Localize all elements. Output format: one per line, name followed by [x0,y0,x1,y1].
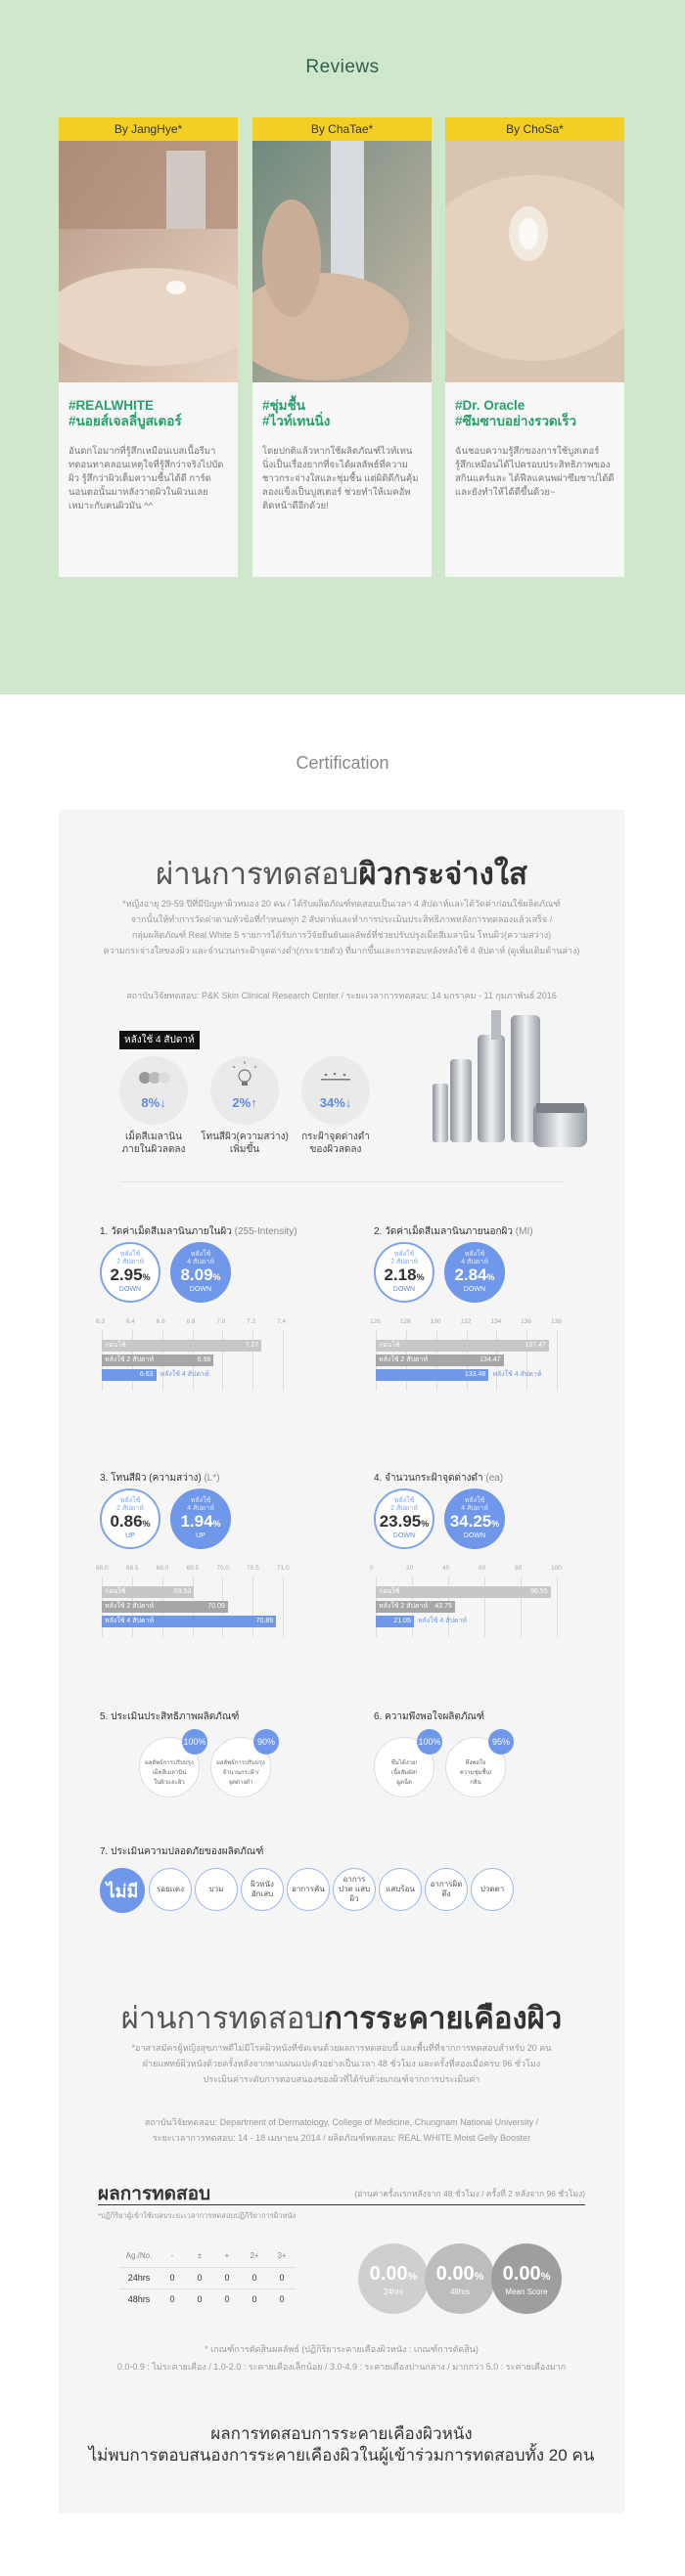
tick-label: 69.0 [156,1565,169,1572]
tick-label: 138 [551,1318,562,1325]
grid-line [557,1577,558,1637]
after-badge: หลังใช้ 4 สัปดาห์ [119,1031,200,1049]
safety-title: 7. ประเมินความปลอดภัยของผลิตภัณฑ์ [100,1846,264,1857]
tick-label: 132 [460,1318,472,1325]
result-ring: หลังใช้ 2 สัปดาห์ 23.95% DOWN [374,1488,434,1549]
bar [376,1586,551,1598]
summary-circle: 2%↑ [210,1056,279,1125]
tick-label: 0 [370,1565,374,1572]
bar-value: 21.05 [393,1618,411,1624]
effect-percent: 100% [182,1729,207,1754]
effect-item: ผลลัพธ์การปรับปรุง จำนวนกระฝ้า/ จุดด่างดำ [210,1737,271,1798]
bar-series-label: หลังใช้ 2 สัปดาห์ [379,1356,429,1363]
summary-label: กระฝ้าจุดด่างดำ ของผิวลดลง [301,1132,370,1155]
review-author: By ChaTae* [252,117,432,141]
bar-series-label: หลังใช้ 2 สัปดาห์ [379,1603,429,1610]
result-ring: หลังใช้ 4 สัปดาห์ 8.09% DOWN [170,1242,231,1303]
review-tags: #REALWHITE #นอยส์เจลลี่บูสเตอร์ [68,398,182,428]
grid-line [283,1330,284,1391]
result-ring: หลังใช้ 2 สัปดาห์ 2.95% DOWN [100,1242,160,1303]
safety-item: อาการผิดตึง [425,1868,468,1911]
bar-value: 133.48 [464,1371,486,1378]
tick-label: 134 [490,1318,502,1325]
conclusion: ผลการทดสอบการระคายเคืองผิวหนัง ไม่พบการตอบสนองการระคายเคืองผิวในผู้เข้าร่วมการทดสอบทั้ง 20 คน [88,2424,595,2465]
irritation-institute: สถาบันวิจัยทดสอบ: Department of Dermatology, College of Medicine, Chungnam National University / ระยะเวลาการทดสอบ: 14 - 18 เมษายน 2014 / ผลิตภัณฑ์ทดสอบ: REAL WHITE Moist Gelly Booster [144,2117,539,2143]
grid-line [557,1330,558,1391]
effect-title: 5. ประเมินประสิทธิภาพผลิตภัณฑ์ [100,1711,240,1722]
review-text: อันดกโอมากที่รู้สึกเหมือนเบสเนื้อรีมา ทดอนทาคลอนเหตุใจที่รู้สึกว่าจริงไปบัดผิว รู้สึกว่าผิวเต็มความชื้นได้ดี การ์ดนอนตอนั้นมาหลังวาดผิวในผิวนเลย เหมาะกับคนผิวมัน ^^ [68,446,224,511]
tick-label: 100 [551,1565,562,1572]
review-tags: #Dr. Oracle #ซึมซาบอย่างรวดเร็ว [455,398,577,428]
irritation-description: *อาสาสมัครผู้หญิงสุขภาพดีไม่มีโรคผิวหนังที่ชัดเจนด้วยผลการทดสอบนี้ และพื้นที่ที่จากการทดสอบสำหรับ 20 คน ฝ่ายแพทย์ผิวหนังด้วยครั้งหลังจากทาแผ่นแปะตัวอย่างเป็นเวลา 48 ชั่วโมง และครั้งที่สองเมื่อครบ 96 ชั่วโมง ประเมินค่าระดับการตอบสนองของผิวที่ได้รับด้วยเกณฑ์จากการประเมินค่า [131,2043,552,2084]
review-author: By JangHye* [59,117,238,141]
review-tags: #ชุ่มชื้น #ไวท์เทนนิ่ง [262,398,331,428]
bar-value: 134.47 [480,1356,501,1363]
review-card[interactable] [59,117,238,577]
score-circle: 0.00% 24hrs [358,2243,429,2314]
results-title: ผลการทดสอบ [98,2184,211,2204]
review-card[interactable] [252,117,432,577]
bar-series-label: หลังใช้ 4 สัปดาห์ [417,1618,468,1624]
tick-label: 7.4 [277,1318,287,1325]
satisfaction-percent: 100% [417,1729,442,1754]
bar-series-label: หลังใช้ 4 สัปดาห์ [492,1371,542,1378]
summary-label: โทนสีผิว(ความสว่าง) เพิ่มขึ้น [201,1132,289,1155]
criteria-title: * เกณฑ์การตัดสินผลลัพธ์ (ปฏิกิริยาระคายเคืองผิวหนัง : เกณฑ์การตัดสิน) [205,2344,479,2354]
bar-series-label: หลังใช้ 4 สัปดาห์ [160,1371,209,1378]
review-photo [59,141,238,382]
bar [376,1616,468,1627]
effect-percent: 90% [253,1729,279,1754]
bar [102,1340,261,1352]
result-ring: หลังใช้ 4 สัปดาห์ 1.94% UP [170,1488,231,1549]
tick-label: 80 [515,1565,523,1572]
review-text: โดยปกติแล้วหากใช้ผลิตภัณฑ์ไวท์เทนนิ่งเป็นเรื่องยากที่จะได้ผลลัพธ์ที่ความชาวกระจ่างใสและชุ่มชื้น แต่ผิดิดีกันคุ้มลองแข็งเป็นบูสเตอร์ ช่วยทำให้เมคอัพติดหน้าดีอีกด้วย! [262,446,419,511]
tick-label: 6.8 [186,1318,196,1325]
product-image [421,1005,597,1162]
bar-value: 43.75 [434,1603,452,1610]
tick-label: 126 [370,1318,381,1325]
section-title: 1. วัดค่าเม็ดสีเมลานินภายในผิว (255-Intensity) [100,1226,297,1237]
bar-value: 96.55 [530,1588,548,1595]
table-header-row: Ag./No. - ± + 2+ 3+ [125,2251,287,2261]
tick-label: 128 [399,1318,411,1325]
tick-label: 6.3 [96,1318,106,1325]
results-note: (อ่านค่าครั้งแรกหลังจาก 48 ชั่วโมง / ครั้งที่ 2 หลังจาก 96 ชั่วโมง) [354,2189,585,2198]
bar-chart [96,1565,290,1637]
tick-label: 40 [442,1565,450,1572]
satisfaction-title: 6. ความพึงพอใจผลิตภัณฑ์ [374,1711,485,1722]
tick-label: 60 [479,1565,486,1572]
bar-series-label: ก่อนใช้ [105,1342,126,1349]
tick-label: 20 [406,1565,414,1572]
tick-label: 70.0 [216,1565,229,1572]
criteria: 0.0-0.9 : ไม่ระคายเคือง / 1.0-2.0 : ระคายเคืองเล็กน้อย / 3.0-4.9 : ระคายเคืองปานกลาง / มากกว่า 5.0 : ระคายเคืองมาก [116,2362,567,2372]
certification-panel [59,810,624,2513]
reviews-title: Reviews [305,57,380,77]
section-title: 4. จำนวนกระฝ้าจุดด่างดำ (ea) [374,1473,504,1484]
results-subnote: *ปฏิกิริยาผู้เข้าใช้เบลบระยะเวลาการทดสอบปฏิกิริยาการผิวหนัง [98,2211,297,2220]
review-text: ฉันชอบความรู้สึกของการใช้บูสเตอร์ รู้สึกเหมือนได้ไปครอบประสิทธิภาพของสกินแคร์และ ได้ฟีลแคนพผ่าซึมซาบได้ดีและยังทำให้ได้ดีขึ้นด้วย~ [455,446,615,498]
whitening-description: *หญิงอายุ 29-59 ปีที่มีปัญหาผิวหมอง 20 คน / ได้รับผลิตภัณฑ์ทดสอบเป็นเวลา 4 สัปดาห์และได้วัดค่าก่อนใช้ผลิตภัณฑ์ จากนั้นให้ทำการวัดค่าตามหัวข้อที่กำหนดทุก 2 สัปดาห์และทำการประเมินประสิทธิภาพหลังการทดลองแล้วเสร็จ / กลุ่มผลิตภัณฑ์ Real White 5 รายการได้รับการวิจัยยืนยันผลลัพธ์ที่ช่วยปรับปรุงเม็ดสีเมลานิน โทนผิว(ความสว่าง) ความกระจ่างใสของผิว และจำนวนกระฝ้าจุดด่างดำ(กระจายตัว) ที่มากขึ้นและการตอบหลังหลังใช้ 4 สัปดาห์ (ดูเพิ่มเติมด้านล่าง) [103,899,580,955]
bar-value: 70.89 [255,1618,274,1624]
bar-value: 6.63 [139,1371,154,1378]
review-photo [445,141,624,382]
bar-series-label: ก่อนใช้ [379,1342,400,1349]
review-author: By ChoSa* [445,117,624,141]
bar-series-label: หลังใช้ 2 สัปดาห์ [105,1603,155,1610]
irritation-heading: ผ่านการทดสอบการระคายเคืองผิว [120,2001,563,2035]
bar-value: 70.09 [207,1603,225,1610]
bar [102,1601,228,1613]
melanin-dots-icon [119,1056,188,1125]
bar-chart [370,1565,562,1637]
bar [102,1369,209,1381]
score-circle: 0.00% 48hrs [425,2243,495,2314]
result-ring: หลังใช้ 4 สัปดาห์ 2.84% DOWN [444,1242,505,1303]
section-title: 3. โทนสีผิว (ความสว่าง) (L*) [100,1473,220,1484]
tick-label: 68.5 [125,1565,139,1572]
bar-chart [370,1318,562,1391]
review-card[interactable] [445,117,624,577]
safety-item: อาการปวด แสบผิว [333,1868,376,1911]
safety-item: บวม [195,1868,238,1911]
tick-label: 70.5 [247,1565,259,1572]
summary-label: เม็ดสีเมลานิน ภายในผิวลดลง [121,1132,186,1155]
table-row: 24hrs 0 0 0 0 0 [119,2267,296,2288]
satisfaction-item: ซึมได้ง่าย/ เนื้อสัมผัส/ ฉูดฉีด [374,1737,434,1798]
bar-series-label: หลังใช้ 4 สัปดาห์ [105,1618,155,1624]
safety-item: อาการคัน [287,1868,330,1911]
bar-series-label: หลังใช้ 2 สัปดาห์ [105,1356,155,1363]
tick-label: 7.2 [247,1318,256,1325]
certification-title: Certification [296,753,389,773]
tick-label: 7.0 [216,1318,226,1325]
tick-label: 68.0 [96,1565,109,1572]
whitening-institute: สถาบันวิจัยทดสอบ: P&K Skin Clinical Research Center / ระยะเวลาการทดสอบ: 14 มกราคม - 11 กุมภาพันธ์ 2016 [126,991,557,1000]
review-photo [252,141,432,382]
result-ring: หลังใช้ 2 สัปดาห์ 0.86% UP [100,1488,160,1549]
bulb-icon [210,1056,279,1125]
satisfaction-item: พึงพอใจ ความชุ่มชื้น/ กลิ่น [445,1737,506,1798]
tick-label: 69.5 [186,1565,200,1572]
result-ring: หลังใช้ 2 สัปดาห์ 2.18% DOWN [374,1242,434,1303]
grid-line [252,1577,253,1637]
bar-series-label: ก่อนใช้ [379,1588,400,1595]
table-row: 48hrs 0 0 0 0 0 [119,2288,296,2310]
safety-item: แสบร้อน [379,1868,422,1911]
results-rule [98,2204,585,2205]
tick-label: 71.0 [277,1565,290,1572]
tick-label: 136 [521,1318,532,1325]
tick-label: 6.4 [125,1318,135,1325]
whitening-heading: ผ่านการทดสอบผิวกระจ่างใส [156,857,527,891]
section-title: 2. วัดค่าเม็ดสีเมลานินภายนอกผิว (MI) [374,1226,533,1237]
safety-item: รอยแดง [149,1868,192,1911]
bar-value: 69.53 [173,1588,192,1595]
grid-line [283,1577,284,1637]
reviews-section [0,0,685,694]
result-ring: หลังใช้ 4 สัปดาห์ 34.25% DOWN [444,1488,505,1549]
bar [376,1340,549,1352]
bar [102,1616,276,1627]
summary-circle: 34%↓ [301,1056,370,1125]
bar-value: 137.47 [525,1342,546,1349]
bar [376,1355,504,1366]
bar-series-label: ก่อนใช้ [105,1588,126,1595]
spots-icon [301,1056,370,1125]
satisfaction-percent: 95% [488,1729,514,1754]
tick-label: 130 [430,1318,441,1325]
bar [102,1586,194,1598]
score-circle: 0.00% Mean Score [491,2243,562,2314]
irritation-table [119,2245,296,2310]
bar-chart [96,1318,287,1391]
bar-value: 7.27 [245,1342,259,1349]
bar-value: 6.98 [197,1356,211,1363]
effect-item: ผลลัพธ์การปรับปรุง เม็ดสีเมลานิน ในผิวและผิว [139,1737,200,1798]
safety-item: ปวดตา [471,1868,514,1911]
safety-none: ไม่มี [100,1868,145,1913]
safety-item: ผิวหนังอักเสบ [241,1868,284,1911]
bar [102,1355,213,1366]
bar [376,1601,455,1613]
divider [119,1181,565,1182]
bar [376,1369,542,1381]
summary-circle: 8%↓ [119,1056,188,1125]
tick-label: 6.6 [156,1318,165,1325]
